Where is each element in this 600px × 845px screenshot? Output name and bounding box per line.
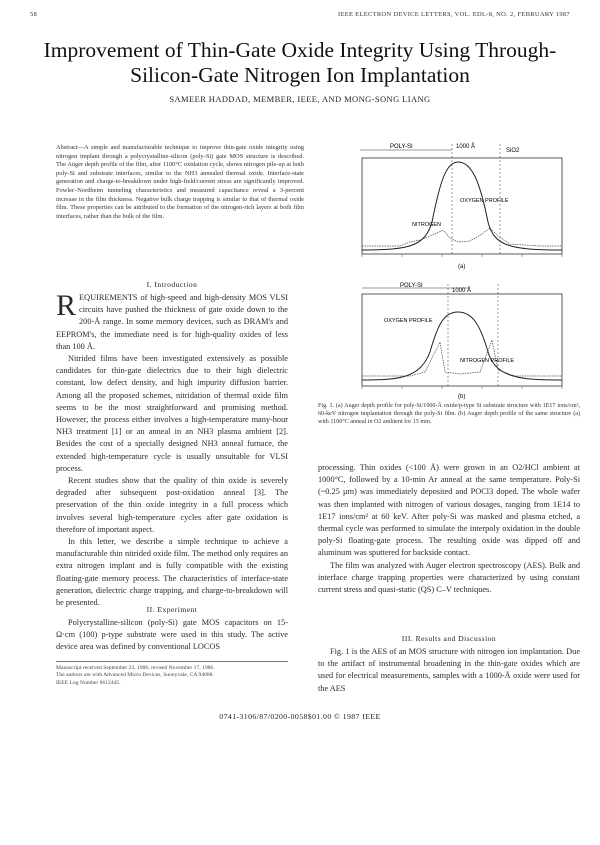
experiment-paragraph-1: Polycrystalline-silicon (poly-Si) gate MOS capacitors on 15-Ω·cm (100) p-type substrate were used in this study. The active device area was defined by conventional LOCOS	[56, 618, 288, 652]
experiment-body	[56, 617, 288, 654]
experiment-paragraph-2: processing. Thin oxides (<100 Å) were grown in an O2/HCl ambient at 1000°C, followed by a 10-min Ar anneal at the same temperature. Poly-Si (~0.25 µm) was immediately deposited and POCl3 doped. The whole wafer was then implanted with nitrogen of various dosages, ranging from 1E14 to 1E17 ions/cm² at 60 keV. After poly-Si was masked and plasma etched, a thermal cycle was performed to simulate the interpoly oxidation in the double poly-Si floating-gate process. The resulting oxide was dipped off and aluminum was sputtered for backside contact.	[318, 463, 580, 558]
sio2-label-a: SiO2	[506, 148, 520, 154]
poly-si-label-b: POLY-SI	[400, 283, 423, 289]
section-heading-introduction: I. Introduction	[146, 280, 198, 289]
oxide-thickness-label-a: 1000 Å	[456, 144, 476, 150]
page-number: 58	[30, 11, 38, 18]
paper-title: Improvement of Thin-Gate Oxide Integrity Using Through-Silicon-Gate Nitrogen Ion Implantation	[43, 38, 557, 87]
oxide-thickness-label-b: 1000 Å	[452, 288, 472, 294]
panel-tag-b: (b)	[458, 394, 466, 400]
copyright-line: 0741-3106/87/0200-0058$01.00 © 1987 IEEE	[219, 712, 381, 721]
oxygen-profile-label-b: OXYGEN PROFILE	[384, 318, 433, 324]
figure-caption: Fig. 1. (a) Auger depth profile for poly-Si/1000-Å oxide/p-type Si substrate structure with 1E17 ions/cm², 60-keV nitrogen implantation through the poly-Si film. (b) Auger depth profile of the same structure (a) with 1100°C anneal in O2 ambient for 15 min.	[318, 403, 580, 426]
nitrogen-label-a: NITROGEN	[412, 222, 442, 228]
author-line: SAMEER HADDAD, MEMBER, IEEE, AND MONG-SONG LIANG	[169, 94, 431, 104]
oxygen-profile-label-a: OXYGEN PROFILE	[460, 198, 509, 204]
figure-1b-auger-profile	[340, 282, 574, 400]
intro-paragraph-1: REQUIREMENTS of high-speed and high-density MOS VLSI circuits have pushed the thickness of gate oxide down to the 200-Å range. In some memory devices, such as DRAM's and EEPROM's, the immediate need is for high-quality oxides of less than 100 Å.	[56, 289, 288, 351]
drop-cap: R	[56, 289, 77, 322]
experiment-paragraph-3: The film was analyzed with Auger electron spectroscopy (AES). Bulk and interface charge trapping properties were characterized by using constant current stress and quasi-static (QS) C–V techniques.	[318, 560, 580, 595]
figure-1a-auger-profile	[340, 142, 574, 270]
footnote	[56, 661, 288, 687]
results-paragraph-1: Fig. 1 is the AES of an MOS structure with nitrogen ion implantation. Due to the artifact of instrumental broadening in the thin-gate oxides which are used for electrical measurements, samples with a 1000-Å oxide were used for the AES	[318, 647, 580, 693]
section-heading-experiment: II. Experiment	[146, 605, 198, 614]
intro-paragraph-4: In this letter, we describe a simple technique to achieve a manufacturable thin nitrided oxide film. The method only requires an extra nitrogen implant and is fully compatible with the existing floating-gate memory process. The characteristics of interface-state generation, dielectric charge trapping, and charge-to-breakdown will be presented.	[56, 537, 288, 608]
nitrogen-profile-label-b: NITROGEN PROFILE	[460, 358, 515, 364]
intro-paragraph-3: Recent studies show that the quality of thin oxide is severely degraded after subsequent post-oxidation anneal [3]. The preservation of the thin oxide integrity in a full process which involves several high-temperature cycles after gate oxidation is therefore of important aspect.	[56, 476, 288, 534]
footnote-log-number: IEEE Log Number 8612445.	[56, 679, 121, 686]
results-body	[318, 646, 580, 695]
intro-paragraph-2: Nitrided films have been investigated extensively as possible candidates for thin-gate dielectrics due to their high dielectric constant, low defect density, and high impurity diffusion barrier. Among all the proposed schemes, nitridation of thermal oxide film seems to be the most straightforward and promising method. However, the process either involves a high-temperature many-hour NH3 treatment [1] or an anneal in an NH3 plasma ambient [2]. Besides the cost of a specially designed NH3 anneal furnace, the extended high-temperature cycle is usually unsuitable for VLSI process.	[56, 354, 288, 473]
section-heading-results: III. Results and Discussion	[401, 634, 497, 643]
footnote-affiliation: The authors are with Advanced Micro Devices, Sunnyvale, CA 94088.	[56, 672, 214, 679]
footnote-received: Manuscript received September 23, 1986; revised November 17, 1986.	[56, 665, 215, 671]
abstract: Abstract—A simple and manufacturable technique to improve thin-gate oxide integrity using nitrogen implant through a polycrystalline-silicon (poly-Si) gate MOS structure is described. The Auger depth profile of the film, after 1100°C oxidation cycle, shows nitrogen pile-up at both poly-Si and substrate interfaces, similar to the NH3 annealed thermal oxide. Interface-state generation and charge-to-breakdown under high-field/current stress are significantly improved. Fowler–Nordheim tunneling characteristics and measured capacitance reveal a 3-percent increase in the film thickness. Negative bulk charge trapping is similar to that of thermal oxide film. These properties can be attributed to the formation of the nitrogen-rich layers at both film interfaces, rather than the bulk of the film.	[56, 144, 304, 220]
journal-header: IEEE ELECTRON DEVICE LETTERS, VOL. EDL-8, NO. 2, FEBRUARY 1987	[337, 11, 570, 18]
right-column-body	[318, 462, 580, 596]
panel-tag-a: (a)	[458, 264, 466, 270]
poly-si-label-a: POLY-SI	[390, 144, 413, 150]
intro-body	[56, 289, 288, 609]
